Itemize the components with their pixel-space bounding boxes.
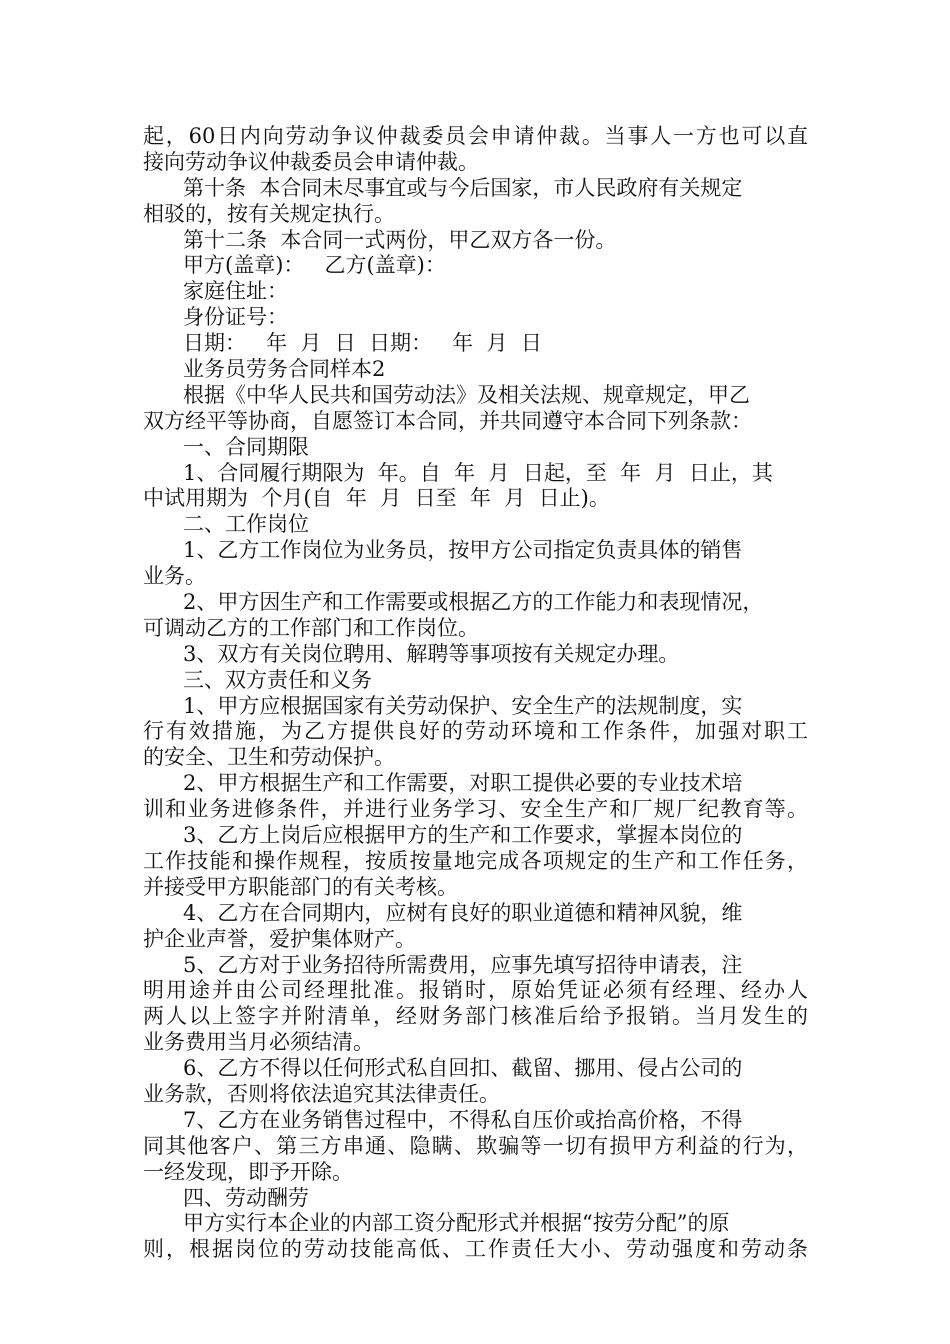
document-line: 业务费用当月必须结清。 — [143, 1030, 374, 1055]
document-line: 4、乙方在合同期内，应树有良好的职业道德和精神风貌，维 — [143, 900, 743, 925]
document-line: 三、双方责任和义务 — [143, 667, 373, 692]
document-line: 护企业声誉，爱护集体财产。 — [143, 926, 416, 951]
document-line: 日期： 年 月 日 日期： 年 月 日 — [143, 331, 542, 356]
document-line: 两人以上签字并附清单，经财务部门核准后给予报销。当月发生的 — [143, 1004, 808, 1029]
document-line: 的安全、卫生和劳动保护。 — [143, 745, 395, 770]
document-line: 行有效措施，为乙方提供良好的劳动环境和工作条件，加强对职工 — [143, 719, 808, 744]
document-line: 1、合同履行期限为 年。自 年 月 日起，至 年 月 日止，其 — [143, 460, 773, 485]
document-line: 6、乙方不得以任何形式私自回扣、截留、挪用、侵占公司的 — [143, 1056, 743, 1081]
document-line: 2、甲方因生产和工作需要或根据乙方的工作能力和表现情况， — [143, 590, 764, 615]
document-line: 2、甲方根据生产和工作需要，对职工提供必要的专业技术培 — [143, 771, 743, 796]
document-body — [143, 124, 808, 1263]
document-line: 第十二条 本合同一式两份，甲乙双方各一份。 — [143, 227, 617, 252]
document-line: 训和业务进修条件，并进行业务学习、安全生产和厂规厂纪教育等。 — [143, 797, 808, 822]
document-line: 起，60日内向劳动争议仲裁委员会申请仲裁。当事人一方也可以直 — [143, 124, 808, 148]
document-line: 可调动乙方的工作部门和工作岗位。 — [143, 615, 479, 640]
document-line: 甲方实行本企业的内部工资分配形式并根据“按劳分配”的原 — [143, 1211, 730, 1236]
document-line: 工作技能和操作规程，按质按量地完成各项规定的生产和工作任务， — [143, 848, 808, 873]
document-line: 并接受甲方职能部门的有关考核。 — [143, 874, 458, 899]
document-line: 则，根据岗位的劳动技能高低、工作责任大小、劳动强度和劳动条 — [143, 1237, 808, 1262]
document-line: 身份证号： — [143, 305, 289, 330]
document-line: 双方经平等协商，自愿签订本合同，并共同遵守本合同下列条款： — [143, 408, 752, 433]
document-line: 5、乙方对于业务招待所需费用，应事先填写招待申请表，注 — [143, 952, 743, 977]
document-line: 甲方(盖章)： 乙方(盖章)： — [143, 253, 446, 278]
document-line: 3、双方有关岗位聘用、解聘等事项按有关规定办理。 — [143, 641, 680, 666]
document-line: 1、乙方工作岗位为业务员，按甲方公司指定负责具体的销售 — [143, 538, 743, 563]
document-line: 中试用期为 个月(自 年 月 日至 年 月 日止)。 — [143, 486, 610, 511]
document-line: 根据《中华人民共和国劳动法》及相关法规、规章规定，甲乙 — [143, 382, 751, 407]
document-line: 一经发现，即予开除。 — [143, 1159, 353, 1184]
document-line: 家庭住址： — [143, 279, 289, 304]
document-line: 四、劳动酬劳 — [143, 1185, 310, 1210]
document-line: 相驳的，按有关规定执行。 — [143, 201, 395, 226]
document-line: 3、乙方上岗后应根据甲方的生产和工作要求，掌握本岗位的 — [143, 823, 743, 848]
document-line: 业务款，否则将依法追究其法律责任。 — [143, 1081, 500, 1106]
document-line: 二、工作岗位 — [143, 512, 310, 537]
document-line: 接向劳动争议仲裁委员会申请仲裁。 — [143, 149, 479, 174]
document-line: 明用途并由公司经理批准。报销时，原始凭证必须有经理、经办人 — [143, 978, 808, 1003]
document-line: 业务。 — [143, 564, 206, 589]
document-line: 7、乙方在业务销售过程中，不得私自压价或抬高价格，不得 — [143, 1107, 743, 1132]
document-line: 业务员劳务合同样本2 — [143, 357, 386, 382]
document-line: 一、合同期限 — [143, 434, 310, 459]
document-line: 1、甲方应根据国家有关劳动保护、安全生产的法规制度，实 — [143, 693, 743, 718]
document-line: 第十条 本合同未尽事宜或与今后国家，市人民政府有关规定 — [143, 175, 743, 200]
document-line: 同其他客户、第三方串通、隐瞒、欺骗等一切有损甲方利益的行为， — [143, 1133, 808, 1158]
